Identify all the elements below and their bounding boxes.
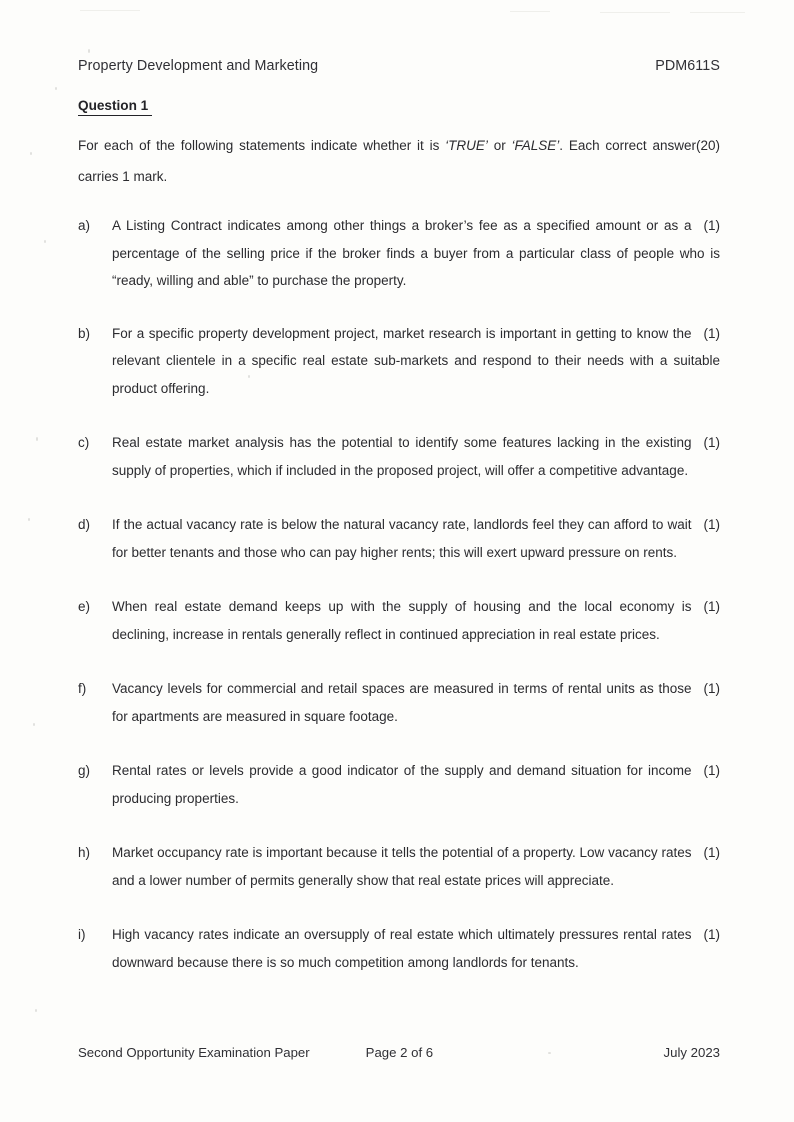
item-marks: (1) [703,435,720,450]
item-label: b) [78,325,91,341]
course-title: Property Development and Marketing [78,58,319,74]
item-text: Rental rates or levels provide a good indicator of the supply and demand situation for income producing properties. [112,763,692,806]
instructions-text-after: . Each correct answer carries 1 mark. [78,138,696,184]
item-text: When real estate demand keeps up with the supply of housing and the local economy is declining, increase in rentals generally reflect in continued appreciation in real estate prices. [112,599,692,642]
question-item [78,212,720,295]
footer-date: July 2023 [663,1045,720,1060]
document-header [78,58,720,74]
instructions-text-before: For each of the following statements indicate whether it is [78,138,446,153]
item-label: h) [78,845,91,860]
question-instructions [78,130,720,192]
item-text: For a specific property development project, market research is important in getting to know the relevant clientele in a specific real estate sub-markets and respond to their needs with a suitable product offering. [112,325,720,396]
item-text: High vacancy rates indicate an oversupply of real estate which ultimately pressures rental rates downward because there is so much competition among landlords for tenants. [112,927,692,970]
item-label: g) [78,763,91,778]
question-item [78,757,720,812]
item-body [112,675,720,730]
question-item [78,839,720,894]
item-marks: (1) [703,325,720,341]
item-text: Market occupancy rate is important because it tells the potential of a property. Low vacancy rates and a lower number of permits generally show that real estate prices will appreciate. [112,845,692,888]
item-marks: (1) [703,681,720,696]
question-heading: Question 1 [78,99,152,116]
footer-paper-type: Second Opportunity Examination Paper [78,1045,310,1060]
item-body [112,593,720,648]
item-body [112,429,720,484]
item-label: i) [78,927,86,942]
item-text: Real estate market analysis has the potential to identify some features lacking in the existing supply of properties, which if included in the proposed project, will offer a competitive advantage. [112,435,692,478]
item-body [112,921,720,976]
question-item [78,511,720,566]
question-item [78,921,720,976]
course-code: PDM611S [655,58,720,74]
total-marks: (20) [695,138,720,153]
item-marks: (1) [703,218,720,233]
item-marks: (1) [703,599,720,614]
item-text: If the actual vacancy rate is below the natural vacancy rate, landlords feel they can afford to wait for better tenants and those who can pay higher rents; this will exert upward pressure on rents. [112,517,692,560]
item-body [112,212,720,295]
item-text: Vacancy levels for commercial and retail spaces are measured in terms of rental units as those for apartments are measured in square footage. [112,681,692,724]
question-item [78,429,720,484]
item-body [112,839,720,894]
question-item [78,675,720,730]
instructions-conjunction: or [487,138,512,153]
item-label: f) [78,681,87,696]
item-marks: (1) [703,845,720,860]
question-item [78,593,720,648]
item-marks: (1) [703,517,720,532]
item-body [112,757,720,812]
footer-page-number: Page 2 of 6 [365,1045,434,1060]
question-item [78,320,720,403]
item-label: e) [78,599,91,614]
question-items-list [78,212,720,976]
item-label: a) [78,218,91,233]
item-marks: (1) [703,927,720,942]
document-footer [78,1045,720,1060]
item-body [112,320,720,403]
true-label: ‘TRUE’ [445,138,488,153]
false-label: ‘FALSE’ [511,138,560,153]
item-label: d) [78,517,91,532]
item-body [112,511,720,566]
item-text: A Listing Contract indicates among other things a broker’s fee as a specified amount or as a percentage of the selling price if the broker finds a buyer from a particular class of people who is “ready, willing and able” to purchase the property. [112,218,720,288]
item-label: c) [78,435,90,450]
item-marks: (1) [703,763,720,778]
